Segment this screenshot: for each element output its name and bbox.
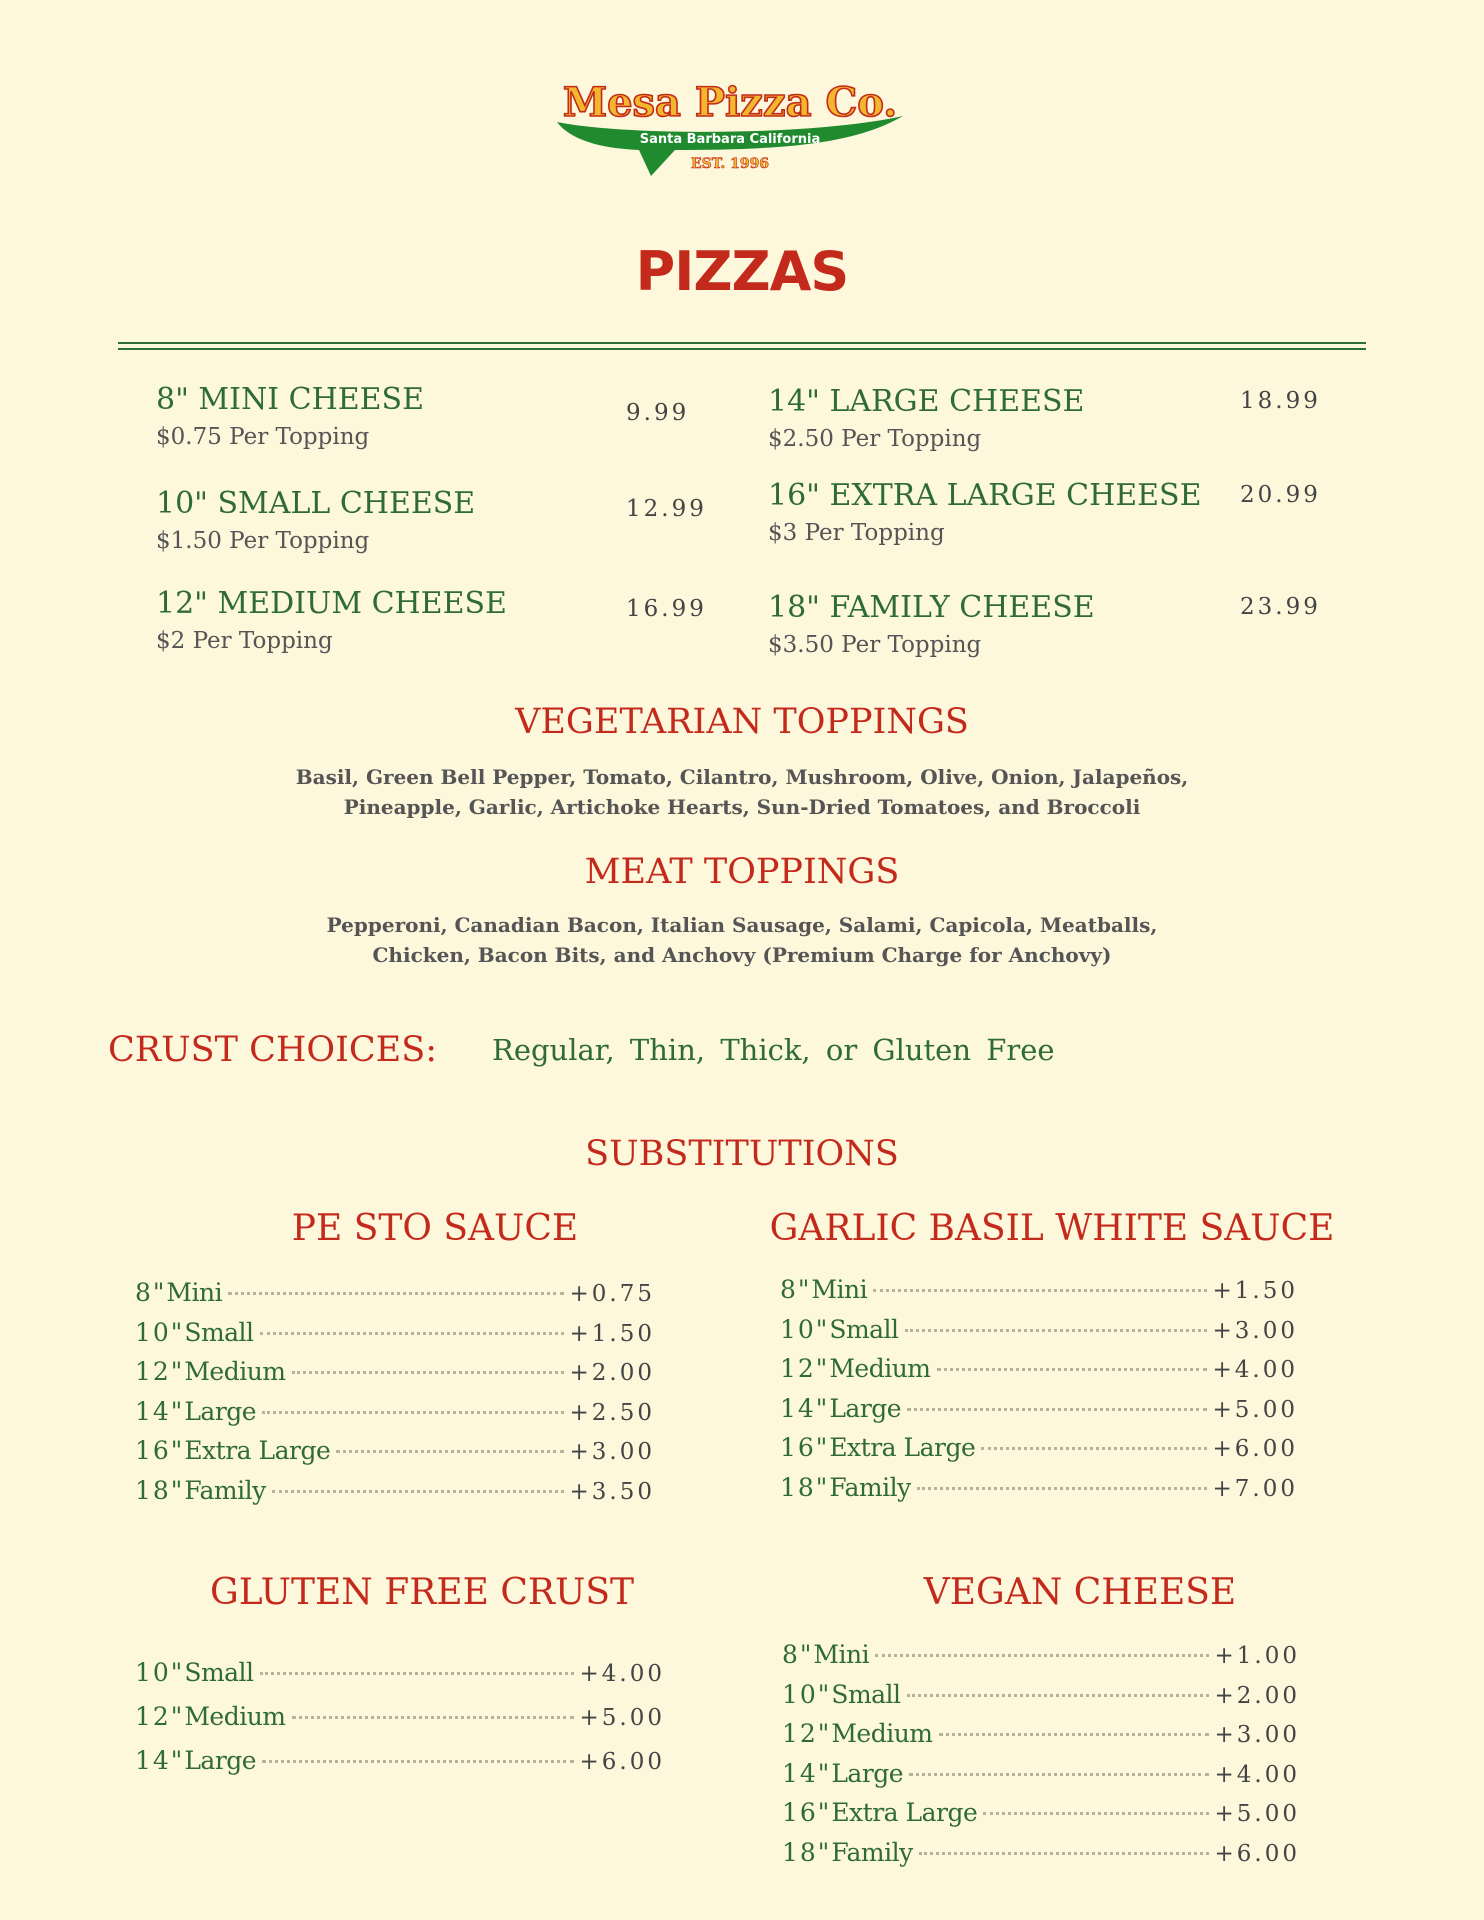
garlic-price-row (780, 1473, 1298, 1511)
dot-leader (336, 1450, 563, 1453)
size-name: Extra Large (184, 1436, 331, 1465)
meat-toppings-line: Chicken, Bacon Bits, and Anchovy (Premium Charge for Anchovy) (372, 943, 1112, 967)
size-inches: 12" (782, 1719, 832, 1748)
size-name: Large (184, 1396, 257, 1426)
size-name: Mini (166, 1278, 223, 1307)
surcharge-price: +2.00 (569, 1360, 655, 1386)
size-inches: 8" (782, 1640, 814, 1669)
dot-leader (292, 1716, 574, 1719)
divider (118, 348, 1366, 350)
size-name: Small (831, 1679, 901, 1709)
dot-leader (919, 1852, 1209, 1855)
pizza-name: 12" MEDIUM CHEESE (156, 586, 507, 621)
size-inches: 10" (782, 1679, 832, 1709)
garlic-price-row (780, 1433, 1298, 1471)
dot-leader (875, 1654, 1208, 1657)
size-inches: 8" (135, 1278, 167, 1307)
surcharge-price: +4.00 (1212, 1357, 1298, 1383)
dot-leader (260, 1672, 574, 1675)
pesto-price-row (135, 1397, 655, 1435)
brand-logo (555, 78, 905, 178)
size-label (780, 1354, 931, 1383)
pizza-name: 18" FAMILY CHEESE (768, 590, 1095, 625)
pizza-price: 16.99 (626, 596, 707, 622)
dot-leader (939, 1733, 1209, 1736)
size-label (135, 1746, 256, 1775)
dot-leader (292, 1371, 564, 1374)
size-name: Small (829, 1314, 899, 1344)
surcharge-price: +3.00 (569, 1439, 655, 1465)
pesto-sauce-heading: PE STO SAUCE (291, 1208, 579, 1249)
topping-price: $0.75 Per Topping (156, 424, 370, 450)
dot-leader (262, 1411, 563, 1414)
size-inches: 14" (780, 1393, 830, 1423)
pizza-name: 14" LARGE CHEESE (768, 384, 1085, 419)
size-inches: 16" (135, 1436, 185, 1465)
dot-leader (909, 1773, 1208, 1776)
size-label (782, 1719, 933, 1748)
size-name: Large (184, 1746, 257, 1775)
garlic-price-row (780, 1275, 1298, 1313)
surcharge-price: +3.00 (1212, 1317, 1298, 1344)
size-name: Small (184, 1317, 254, 1347)
vegan-price-row (782, 1838, 1300, 1876)
size-name: Family (184, 1475, 266, 1505)
size-inches: 16" (780, 1433, 830, 1462)
surcharge-price: +4.00 (1214, 1761, 1300, 1788)
topping-price: $3.50 Per Topping (768, 632, 982, 658)
surcharge-price: +5.00 (1214, 1801, 1300, 1827)
size-name: Mini (811, 1275, 868, 1304)
vegetarian-toppings-line: Pineapple, Garlic, Artichoke Hearts, Sun-Dried Tomatoes, and Broccoli (343, 795, 1141, 819)
size-label (782, 1798, 977, 1827)
surcharge-price: +3.50 (569, 1478, 655, 1505)
garlic-price-row (780, 1315, 1298, 1353)
vegetarian-toppings-line: Basil, Green Bell Pepper, Tomato, Cilantro, Mushroom, Olive, Onion, Jalapeños, (295, 765, 1189, 789)
topping-price: $1.50 Per Topping (156, 528, 370, 554)
vegan-price-row (782, 1640, 1300, 1678)
surcharge-price: +3.00 (1214, 1722, 1300, 1748)
pesto-price-row (135, 1357, 655, 1395)
size-label (782, 1640, 869, 1669)
size-inches: 12" (780, 1354, 830, 1383)
dot-leader (905, 1329, 1207, 1332)
size-name: Mini (813, 1640, 870, 1669)
size-name: Large (829, 1393, 902, 1423)
meat-toppings-heading: MEAT TOPPINGS (584, 852, 900, 892)
size-label (782, 1838, 913, 1867)
size-name: Extra Large (831, 1798, 978, 1827)
size-label (135, 1278, 222, 1307)
size-name: Large (831, 1758, 904, 1788)
vegan-price-row (782, 1719, 1300, 1757)
substitutions-heading: SUBSTITUTIONS (585, 1134, 899, 1174)
garlic-basil-white-sauce-heading: GARLIC BASIL WHITE SAUCE (769, 1208, 1335, 1249)
topping-price: $3 Per Topping (768, 520, 945, 546)
surcharge-price: +1.50 (569, 1320, 655, 1347)
size-inches: 18" (135, 1475, 185, 1505)
surcharge-price: +2.00 (1214, 1682, 1300, 1709)
gluten-price-row (135, 1658, 665, 1696)
surcharge-price: +1.00 (1214, 1643, 1300, 1669)
size-inches: 10" (780, 1314, 830, 1344)
meat-toppings-line: Pepperoni, Canadian Bacon, Italian Sausage, Salami, Capicola, Meatballs, (326, 913, 1158, 937)
vegan-price-row (782, 1680, 1300, 1718)
pizza-price: 20.99 (1240, 482, 1321, 508)
dot-leader (937, 1368, 1207, 1371)
garlic-price-row (780, 1354, 1298, 1392)
size-name: Medium (184, 1702, 286, 1731)
dot-leader (873, 1289, 1206, 1292)
gluten-price-row (135, 1746, 665, 1784)
size-label (780, 1394, 901, 1423)
vegan-cheese-heading: VEGAN CHEESE (923, 1572, 1237, 1613)
size-inches: 12" (135, 1357, 185, 1386)
vegan-price-row (782, 1798, 1300, 1836)
size-label (780, 1275, 867, 1304)
size-label (780, 1315, 899, 1344)
dot-leader (272, 1490, 564, 1493)
pizza-name: 10" SMALL CHEESE (156, 486, 476, 521)
size-label (782, 1759, 903, 1788)
pizza-price: 9.99 (626, 400, 690, 426)
size-name: Family (831, 1837, 913, 1867)
crust-choices-label: CRUST CHOICES: (108, 1030, 437, 1070)
size-label (135, 1318, 254, 1347)
surcharge-price: +6.00 (579, 1749, 665, 1775)
size-inches: 14" (135, 1396, 185, 1426)
garlic-price-row (780, 1394, 1298, 1432)
size-label (780, 1433, 975, 1462)
page-title: PIZZAS (635, 240, 849, 303)
size-label (780, 1473, 911, 1502)
dot-leader (228, 1292, 563, 1295)
size-name: Small (184, 1658, 254, 1687)
pesto-price-row (135, 1318, 655, 1356)
size-name: Extra Large (829, 1433, 976, 1462)
size-inches: 10" (135, 1658, 185, 1687)
size-name: Medium (184, 1357, 286, 1386)
dot-leader (262, 1760, 573, 1763)
size-inches: 14" (782, 1758, 832, 1788)
gluten-price-row (135, 1702, 665, 1740)
surcharge-price: +6.00 (1214, 1840, 1300, 1867)
dot-leader (983, 1812, 1208, 1815)
logo-wordmark: Mesa Pizza Co. (562, 79, 898, 126)
pesto-price-row (135, 1476, 655, 1514)
surcharge-price: +6.00 (1212, 1436, 1298, 1462)
size-label (135, 1702, 286, 1731)
surcharge-price: +5.00 (579, 1705, 665, 1731)
pizza-price: 23.99 (1240, 594, 1321, 620)
surcharge-price: +1.50 (1212, 1278, 1298, 1304)
dot-leader (907, 1694, 1209, 1697)
size-inches: 18" (782, 1837, 832, 1867)
size-label (782, 1680, 901, 1709)
logo-graphic (555, 78, 905, 178)
size-inches: 10" (135, 1317, 185, 1347)
size-label (135, 1476, 266, 1505)
logo-tagline: Santa Barbara California (639, 132, 821, 147)
pizza-name: 16" EXTRA LARGE CHEESE (768, 478, 1202, 513)
vegetarian-toppings-heading: VEGETARIAN TOPPINGS (515, 702, 969, 742)
size-label (135, 1357, 286, 1386)
dot-leader (917, 1487, 1207, 1490)
surcharge-price: +5.00 (1212, 1396, 1298, 1423)
dot-leader (981, 1447, 1206, 1450)
size-inches: 18" (780, 1472, 830, 1502)
size-label (135, 1658, 254, 1687)
logo-established: EST. 1996 (690, 156, 770, 172)
crust-choices-values: Regular, Thin, Thick, or Gluten Free (492, 1033, 1055, 1067)
size-label (135, 1436, 330, 1465)
divider (118, 342, 1366, 344)
pizza-price: 12.99 (626, 496, 707, 522)
dot-leader (907, 1408, 1206, 1411)
size-inches: 12" (135, 1702, 185, 1731)
surcharge-price: +2.50 (569, 1399, 655, 1426)
size-inches: 16" (782, 1798, 832, 1827)
topping-price: $2.50 Per Topping (768, 426, 982, 452)
pesto-price-row (135, 1278, 655, 1316)
size-name: Medium (829, 1354, 931, 1383)
surcharge-price: +7.00 (1212, 1475, 1298, 1502)
pizza-name: 8" MINI CHEESE (156, 382, 424, 417)
size-label (135, 1397, 256, 1426)
size-inches: 14" (135, 1746, 185, 1775)
pizza-price: 18.99 (1240, 388, 1321, 414)
size-name: Medium (831, 1719, 933, 1748)
surcharge-price: +4.00 (579, 1661, 665, 1687)
size-inches: 8" (780, 1275, 812, 1304)
gluten-free-crust-heading: GLUTEN FREE CRUST (209, 1572, 635, 1613)
surcharge-price: +0.75 (569, 1281, 655, 1307)
pesto-price-row (135, 1436, 655, 1474)
dot-leader (260, 1332, 564, 1335)
topping-price: $2 Per Topping (156, 628, 333, 654)
vegan-price-row (782, 1759, 1300, 1797)
size-name: Family (829, 1472, 911, 1502)
